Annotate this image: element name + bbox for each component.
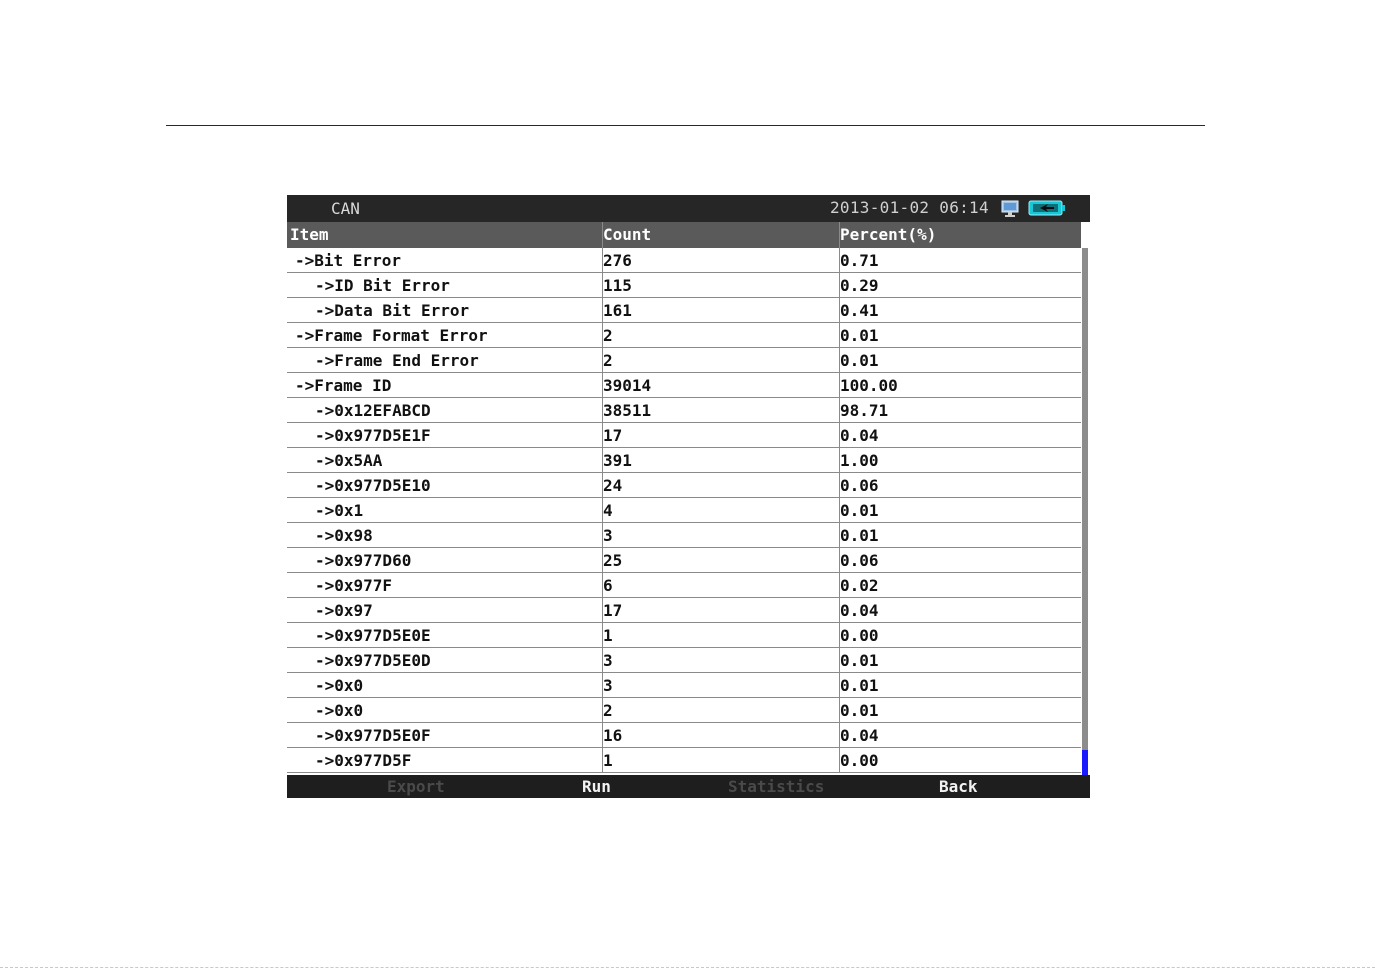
table-row[interactable]	[287, 648, 1081, 673]
table-row[interactable]	[287, 573, 1081, 598]
cell-item: ->0x977F	[315, 576, 393, 595]
cell-count: 2	[602, 323, 836, 347]
app-title: CAN	[331, 199, 360, 218]
cell-item: ->0x977D5F	[315, 751, 412, 770]
cell-item: ->0x977D5E10	[315, 476, 431, 495]
statistics-button[interactable]: Statistics	[728, 777, 825, 796]
export-button[interactable]: Export	[387, 777, 445, 796]
datetime: 2013-01-02 06:14	[830, 198, 989, 217]
cell-item: ->Frame Format Error	[295, 326, 488, 345]
cell-count: 3	[602, 673, 836, 697]
table-row[interactable]	[287, 423, 1081, 448]
column-header-count: Count	[602, 222, 836, 248]
battery-icon	[1028, 199, 1066, 217]
run-button[interactable]: Run	[582, 777, 611, 796]
table-header	[287, 222, 1081, 248]
table-row[interactable]	[287, 298, 1081, 323]
table-row[interactable]	[287, 698, 1081, 723]
cell-percent: 98.71	[839, 398, 1082, 422]
back-button[interactable]: Back	[939, 777, 978, 796]
cell-percent: 0.41	[839, 298, 1082, 322]
cell-count: 161	[602, 298, 836, 322]
cell-item: ->0x1	[315, 501, 364, 520]
cell-percent: 0.71	[839, 248, 1082, 272]
softkey-bar	[287, 775, 1090, 798]
cell-percent: 0.04	[839, 598, 1082, 622]
cell-item: ->0x977D5E0F	[315, 726, 431, 745]
cell-count: 38511	[602, 398, 836, 422]
cell-percent: 0.06	[839, 473, 1082, 497]
table-row[interactable]	[287, 748, 1081, 773]
cell-percent: 1.00	[839, 448, 1082, 472]
table-row[interactable]	[287, 248, 1081, 273]
cell-count: 3	[602, 648, 836, 672]
cell-item: ->Frame End Error	[315, 351, 479, 370]
scrollbar-thumb[interactable]	[1082, 750, 1088, 775]
cell-count: 4	[602, 498, 836, 522]
table-row[interactable]	[287, 473, 1081, 498]
cell-percent: 0.06	[839, 548, 1082, 572]
cell-count: 39014	[602, 373, 836, 397]
cell-count: 6	[602, 573, 836, 597]
cell-count: 3	[602, 523, 836, 547]
table-row[interactable]	[287, 623, 1081, 648]
cell-percent: 0.00	[839, 748, 1082, 772]
cell-percent: 0.04	[839, 723, 1082, 747]
cell-count: 391	[602, 448, 836, 472]
column-header-percent: Percent(%)	[839, 222, 1082, 248]
cell-count: 1	[602, 623, 836, 647]
cell-item: ->0x97	[315, 601, 373, 620]
cell-item: ->Frame ID	[295, 376, 392, 395]
status-bar	[287, 195, 1090, 222]
cell-item: ->0x977D5E1F	[315, 426, 431, 445]
cell-item: ->0x977D5E0E	[315, 626, 431, 645]
cell-percent: 0.04	[839, 423, 1082, 447]
cell-item: ->0x12EFABCD	[315, 401, 431, 420]
table-row[interactable]	[287, 598, 1081, 623]
cell-count: 2	[602, 698, 836, 722]
table-row[interactable]	[287, 523, 1081, 548]
cell-percent: 0.01	[839, 648, 1082, 672]
cell-count: 2	[602, 348, 836, 372]
table-row[interactable]	[287, 723, 1081, 748]
cell-percent: 100.00	[839, 373, 1082, 397]
table-row[interactable]	[287, 448, 1081, 473]
table-row[interactable]	[287, 498, 1081, 523]
page-bottom-rule	[0, 967, 1375, 968]
cell-item: ->0x0	[315, 701, 364, 720]
column-header-item: Item	[290, 225, 329, 244]
cell-percent: 0.01	[839, 673, 1082, 697]
cell-item: ->ID Bit Error	[315, 276, 450, 295]
table-row[interactable]	[287, 348, 1081, 373]
table-row[interactable]	[287, 373, 1081, 398]
cell-count: 24	[602, 473, 836, 497]
cell-count: 16	[602, 723, 836, 747]
cell-item: ->0x0	[315, 676, 364, 695]
scrollbar-track[interactable]	[1082, 248, 1088, 775]
cell-percent: 0.01	[839, 523, 1082, 547]
cell-item: ->Data Bit Error	[315, 301, 470, 320]
cell-percent: 0.01	[839, 698, 1082, 722]
cell-percent: 0.01	[839, 348, 1082, 372]
cell-count: 276	[602, 248, 836, 272]
table-row[interactable]	[287, 398, 1081, 423]
cell-count: 17	[602, 423, 836, 447]
cell-item: ->0x977D60	[315, 551, 412, 570]
cell-percent: 0.01	[839, 498, 1082, 522]
cell-count: 1	[602, 748, 836, 772]
table-row[interactable]	[287, 548, 1081, 573]
cell-item: ->0x977D5E0D	[315, 651, 431, 670]
cell-item: ->0x5AA	[315, 451, 383, 470]
cell-count: 25	[602, 548, 836, 572]
cell-percent: 0.02	[839, 573, 1082, 597]
cell-count: 17	[602, 598, 836, 622]
table-row[interactable]	[287, 673, 1081, 698]
cell-item: ->Bit Error	[295, 251, 401, 270]
cell-item: ->0x98	[315, 526, 373, 545]
page-top-rule	[166, 125, 1205, 126]
vertical-scrollbar[interactable]	[1081, 248, 1090, 775]
device-screen	[287, 195, 1090, 798]
cell-percent: 0.01	[839, 323, 1082, 347]
cell-percent: 0.29	[839, 273, 1082, 297]
cell-count: 115	[602, 273, 836, 297]
table-row[interactable]	[287, 273, 1081, 298]
cell-percent: 0.00	[839, 623, 1082, 647]
monitor-icon	[1001, 200, 1019, 218]
table-row[interactable]	[287, 323, 1081, 348]
statistics-table	[287, 222, 1081, 773]
